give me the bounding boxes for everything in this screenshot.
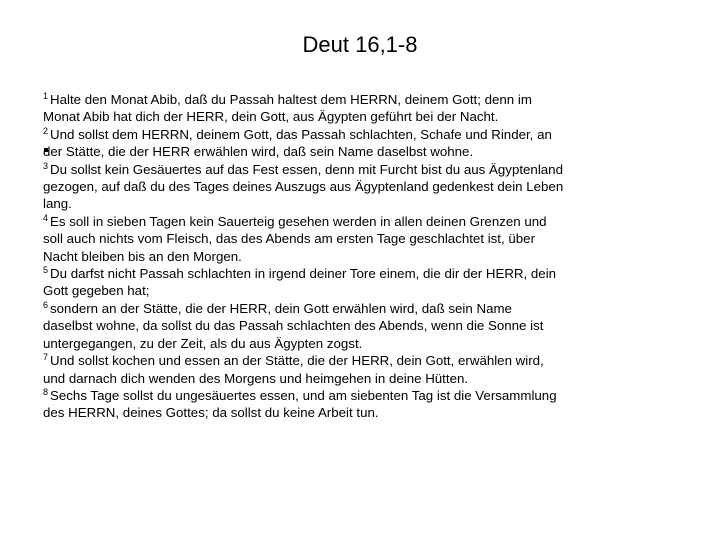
verse-line: Nacht bleiben bis an den Morgen. [43,248,242,264]
verse-line: lang. [43,196,72,212]
verse-line: daselbst wohne, da sollst du das Passah schlachten des Abends, wenn die Sonne ist [43,318,544,334]
verse-number: 8 [43,386,49,397]
verse-line: Monat Abib hat dich der HERR, dein Gott, aus Ägypten geführt bei der Nacht. [43,109,499,125]
verse-number: 3 [43,160,49,171]
verse-line: Es soll in sieben Tagen kein Sauerteig gesehen werden in allen deinen Grenzen und [50,213,547,229]
verse-8 [43,387,683,422]
verse-line: soll auch nichts vom Fleisch, das des Abends am ersten Tage geschlachtet ist, über [43,231,536,247]
verse-5 [43,265,683,300]
verse-number: 4 [43,212,49,223]
verse-line: Halte den Monat Abib, daß du Passah haltest dem HERRN, deinem Gott; denn im [50,92,532,107]
verse-4 [43,213,683,265]
verse-line: Sechs Tage sollst du ungesäuertes essen, und am siebenten Tag ist die Versammlung [50,387,557,403]
slide-title: Deut 16,1-8 [302,32,418,57]
verse-7 [43,352,683,387]
verse-number: 2 [43,125,49,136]
verse-line: des HERRN, deines Gottes; da sollst du keine Arbeit tun. [43,405,379,421]
scripture-text [43,91,683,422]
verse-line: sondern an der Stätte, die der HERR, dein Gott erwählen wird, daß sein Name [50,300,512,316]
verse-2 [43,126,683,161]
verse-line: Und sollst dem HERRN, deinem Gott, das Passah schlachten, Schafe und Rinder, an [50,126,552,142]
verse-number: 7 [43,352,49,363]
verse-line: Gott gegeben hat; [43,283,150,299]
verse-line: gezogen, auf daß du des Tages deines Auszugs aus Ägyptenland gedenkest dein Leben [43,179,564,195]
verse-number: 1 [43,91,49,101]
verse-3 [43,161,683,213]
verse-line: und darnach dich wenden des Morgens und heimgehen in deine Hütten. [43,370,469,386]
verse-line: Und sollst kochen und essen an der Stätte, die der HERR, dein Gott, erwählen wird, [50,353,544,369]
verse-line: Du sollst kein Gesäuertes auf das Fest essen, denn mit Furcht bist du aus Ägyptenland [50,161,563,177]
verse-6 [43,300,683,352]
verse-number: 6 [43,299,49,310]
verse-line: untergegangen, zu der Zeit, als du aus Ägypten zogst. [43,335,363,351]
verse-line: Du darfst nicht Passah schlachten in irgend deiner Tore einem, die dir der HERR, dein [50,266,557,282]
verse-1 [43,91,683,126]
verse-number: 5 [43,265,49,276]
verse-line: der Stätte, die der HERR erwählen wird, daß sein Name daselbst wohne. [43,144,474,160]
